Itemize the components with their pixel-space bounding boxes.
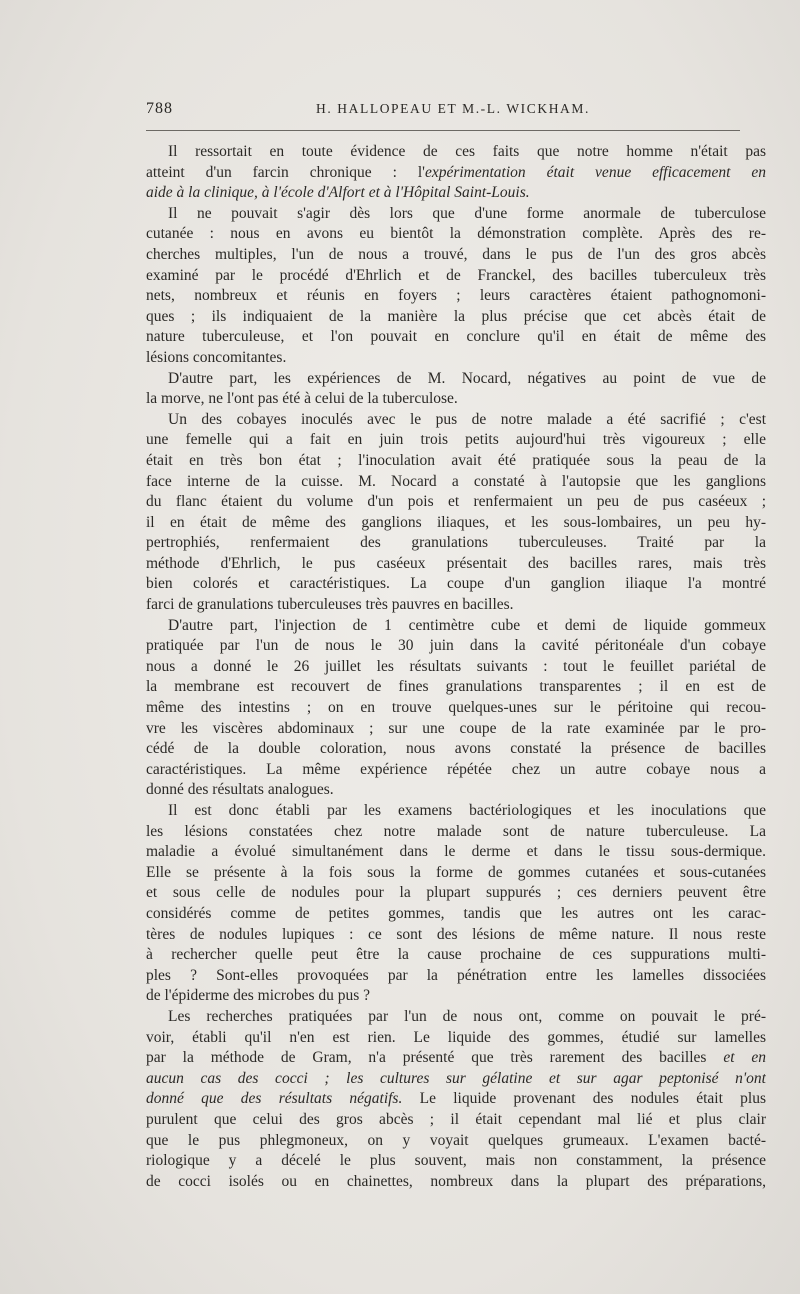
line-text: la morve, ne l'ont pas été à celui de la tuberculose. — [146, 390, 458, 408]
text-line — [146, 307, 766, 328]
line-text: par la méthode de Gram, n'a présenté que très rarement des bacilles — [146, 1049, 724, 1067]
text-line — [146, 224, 766, 245]
line-text: D'autre part, l'injection de 1 centimètre cube et demi de liquide gommeux — [168, 616, 766, 634]
line-text: maladie a évolué simultanément dans le derme et dans le tissu sous-dermique. — [146, 843, 766, 861]
page-number: 788 — [146, 100, 173, 117]
text-line — [146, 389, 766, 410]
text-line — [146, 719, 766, 740]
line-text: était en très bon état ; l'inoculation avait été pratiquée sous la peau de la — [146, 451, 766, 469]
line-text: une femelle qui a fait en juin trois petits aujourd'hui très vigoureux ; elle — [146, 431, 766, 449]
running-head: H. HALLOPEAU ET M.-L. WICKHAM. — [316, 101, 590, 116]
line-text: du flanc étaient du volume d'un pois et renfermaient un peu de pus caséeux ; — [146, 493, 766, 511]
line-text: face interne de la cuisse. M. Nocard a constaté à l'autopsie que les ganglions — [146, 472, 766, 490]
line-text: riologique y a décelé le plus souvent, mais non constamment, la présence — [146, 1152, 766, 1170]
text-line — [146, 883, 766, 904]
line-text: la membrane est recouvert de fines granulations transparentes ; il en est de — [146, 678, 766, 696]
line-text: atteint d'un farcin chronique : l' — [146, 163, 425, 181]
text-line — [146, 327, 766, 348]
line-text: vre les viscères abdominaux ; sur une coupe de la rate examinée par le pro- — [146, 719, 766, 737]
text-line — [146, 492, 766, 513]
text-line — [146, 286, 766, 307]
text-line — [146, 163, 766, 184]
line-text: voir, établi qu'il n'en est rien. Le liquide des gommes, étudié sur lamelles — [146, 1028, 766, 1046]
line-text: ples ? Sont-elles provoquées par la pénétration entre les lamelles dissociées — [146, 966, 766, 984]
text-line — [146, 472, 766, 493]
text-line — [146, 142, 766, 163]
line-text: Les recherches pratiquées par l'un de nous ont, comme on pouvait le pré- — [168, 1007, 766, 1025]
line-text: Il est donc établi par les examens bactériologiques et les inoculations que — [168, 802, 766, 819]
line-text: Il ne pouvait s'agir dès lors que d'une forme anormale de tuberculose — [168, 204, 766, 222]
line-text: les lésions constatées chez notre malade sont de nature tuberculeuse. La — [146, 822, 766, 840]
line-italic-text: et en — [723, 1049, 766, 1067]
text-line — [146, 904, 766, 925]
line-text: Un des cobayes inoculés avec le pus de notre malade a été sacrifié ; c'est — [168, 410, 766, 428]
text-line — [146, 842, 766, 863]
line-text: Elle se présente à la fois sous la forme de gommes cutanées et sous-cutanées — [146, 863, 766, 881]
line-text: pratiquée par l'un de nous le 30 juin dans la cavité péritonéale d'un cobaye — [146, 637, 766, 655]
text-line — [146, 1048, 766, 1069]
text-line — [146, 183, 766, 204]
line-text: farci de granulations tuberculeuses très pauvres en bacilles. — [146, 596, 514, 614]
text-line — [146, 801, 766, 822]
text-line — [146, 410, 766, 431]
text-line — [146, 369, 766, 390]
text-line — [146, 348, 766, 369]
text-line — [146, 595, 766, 616]
text-line — [146, 698, 766, 719]
text-line — [146, 245, 766, 266]
line-text: cédé de la double coloration, nous avons constaté la présence de bacilles — [146, 740, 766, 758]
text-line — [146, 739, 766, 760]
text-line — [146, 513, 766, 534]
line-text: examiné par le procédé d'Ehrlich et de Franckel, des bacilles tuberculeux très — [146, 266, 766, 284]
page-header — [146, 98, 740, 124]
text-line — [146, 1028, 766, 1049]
line-text: nous a donné le 26 juillet les résultats suivants : tout le feuillet pariétal de — [146, 657, 766, 675]
line-text: il en était de même des ganglions iliaques, et les sous-lombaires, un peu hy- — [146, 513, 766, 531]
line-text: caractéristiques. La même expérience répétée chez un autre cobaye nous a — [146, 760, 766, 778]
text-line — [146, 533, 766, 554]
line-italic-text: aide à la clinique, à l'école d'Alfort et à l'Hôpital Saint-Louis. — [146, 184, 530, 202]
body-text — [146, 142, 766, 1192]
line-text: nature tuberculeuse, et l'on pouvait en conclure qu'il en était de même des — [146, 328, 766, 346]
line-text: bien colorés et caractéristiques. La coupe d'un ganglion iliaque l'a montré — [146, 575, 766, 593]
text-line — [146, 925, 766, 946]
line-text: à rechercher quelle peut être la cause prochaine de ces suppurations multi- — [146, 946, 766, 964]
line-text: D'autre part, les expériences de M. Nocard, négatives au point de vue de — [168, 369, 766, 387]
text-line — [146, 986, 766, 1007]
text-line — [146, 1172, 766, 1193]
line-text: purulent que celui des gros abcès ; il était cependant mal lié et plus clair — [146, 1110, 766, 1128]
line-text: et sous celle de nodules pour la plupart suppurés ; ces derniers peuvent être — [146, 884, 766, 902]
text-line — [146, 945, 766, 966]
text-line — [146, 1151, 766, 1172]
line-text-after: Le liquide provenant des nodules était plus — [402, 1090, 766, 1108]
text-line — [146, 636, 766, 657]
line-text: pertrophiés, renfermaient des granulations tuberculeuses. Traité par la — [146, 534, 766, 552]
line-text: cutanée : nous en avons eu bientôt la démonstration complète. Après des re- — [146, 225, 766, 243]
line-italic-text: expérimentation était venue efficacement en — [424, 163, 766, 181]
text-line — [146, 554, 766, 575]
text-line — [146, 451, 766, 472]
line-text: de cocci isolés ou en chainettes, nombreux dans la plupart des préparations, — [146, 1172, 766, 1190]
line-text: considérés comme de petites gommes, tandis que les autres ont les carac- — [146, 904, 766, 922]
text-line — [146, 760, 766, 781]
line-text: méthode d'Ehrlich, le pus caséeux présentait des bacilles rares, mais très — [146, 554, 766, 572]
text-line — [146, 574, 766, 595]
text-line — [146, 1069, 766, 1090]
line-text: ques ; ils indiquaient de la manière la plus précise que cet abcès était de — [146, 307, 766, 325]
text-line — [146, 822, 766, 843]
text-line — [146, 657, 766, 678]
line-text: tères de nodules lupiques : ce sont des lésions de même nature. Il nous reste — [146, 925, 766, 943]
text-line — [146, 1131, 766, 1152]
text-line — [146, 677, 766, 698]
text-line — [146, 616, 766, 637]
line-text: cherches multiples, l'un de nous a trouvé, dans le pus de l'un des gros abcès — [146, 245, 766, 263]
header-rule — [146, 130, 740, 131]
text-line — [146, 780, 766, 801]
text-line — [146, 1089, 766, 1110]
text-line — [146, 1110, 766, 1131]
line-italic-text: aucun cas des cocci ; les cultures sur gélatine et sur agar peptonisé n'ont — [146, 1069, 766, 1087]
line-text: de l'épiderme des microbes du pus ? — [146, 987, 371, 1005]
line-text: nets, nombreux et réunis en foyers ; leurs caractères étaient pathognomoni- — [146, 287, 766, 305]
line-text: Il ressortait en toute évidence de ces faits que notre homme n'était pas — [168, 143, 766, 160]
text-line — [146, 266, 766, 287]
text-line — [146, 863, 766, 884]
text-line — [146, 1007, 766, 1028]
line-italic-text: donné que des résultats négatifs. — [146, 1090, 403, 1108]
text-line — [146, 430, 766, 451]
line-text: même des intestins ; on en trouve quelques-unes sur le péritoine qui recou- — [146, 699, 766, 717]
line-text: donné des résultats analogues. — [146, 781, 334, 799]
text-line — [146, 204, 766, 225]
line-text: que le pus phlegmoneux, on y voyait quelques grumeaux. L'examen bacté- — [146, 1131, 766, 1149]
text-line — [146, 966, 766, 987]
line-text: lésions concomitantes. — [146, 348, 287, 366]
